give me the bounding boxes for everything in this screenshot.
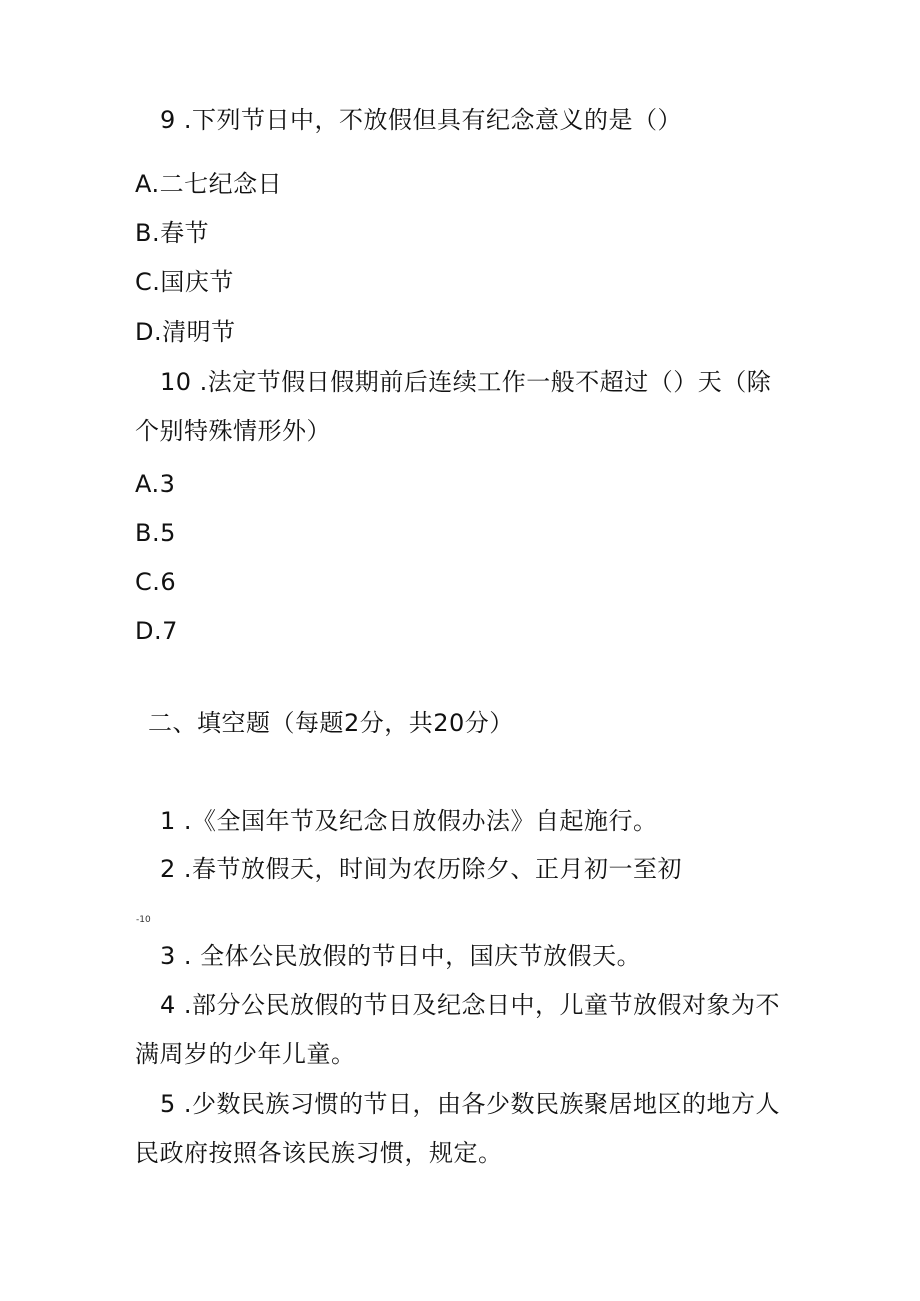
fill-item-5-line1: 5 .少数民族习惯的节日，由各少数民族聚居地区的地方人 (160, 1090, 781, 1118)
fill-item-4-line2: 满周岁的少年儿童。 (135, 1040, 356, 1068)
q10-option-d: D.7 (135, 617, 178, 645)
section-heading: 二、填空题（每题2分，共20分） (148, 709, 514, 737)
q10-option-a: A.3 (135, 470, 176, 498)
fill-item-4-line1: 4 .部分公民放假的节日及纪念日中，儿童节放假对象为不 (160, 991, 781, 1019)
fill-item-1: 1 .《全国年节及纪念日放假办法》自起施行。 (160, 807, 658, 835)
fill-item-3: 3 . 全体公民放假的节日中，国庆节放假天。 (160, 942, 642, 970)
q9-option-b: B.春节 (135, 219, 210, 247)
small-marker: -10 (136, 915, 151, 925)
fill-item-5-line2: 民政府按照各该民族习惯，规定。 (135, 1139, 503, 1167)
q9-option-c: C.国庆节 (135, 268, 234, 296)
question-10-line2: 个别特殊情形外） (135, 417, 331, 445)
question-10-line1: 10 .法定节假日假期前后连续工作一般不超过（）天（除 (160, 368, 772, 396)
q9-option-d: D.清明节 (135, 318, 236, 346)
question-9: 9 .下列节日中，不放假但具有纪念意义的是（） (160, 106, 683, 134)
q10-option-b: B.5 (135, 519, 176, 547)
fill-item-2: 2 .春节放假天，时间为农历除夕、正月初一至初 (160, 855, 683, 883)
q10-option-c: C.6 (135, 568, 177, 596)
q9-option-a: A.二七纪念日 (135, 170, 283, 198)
